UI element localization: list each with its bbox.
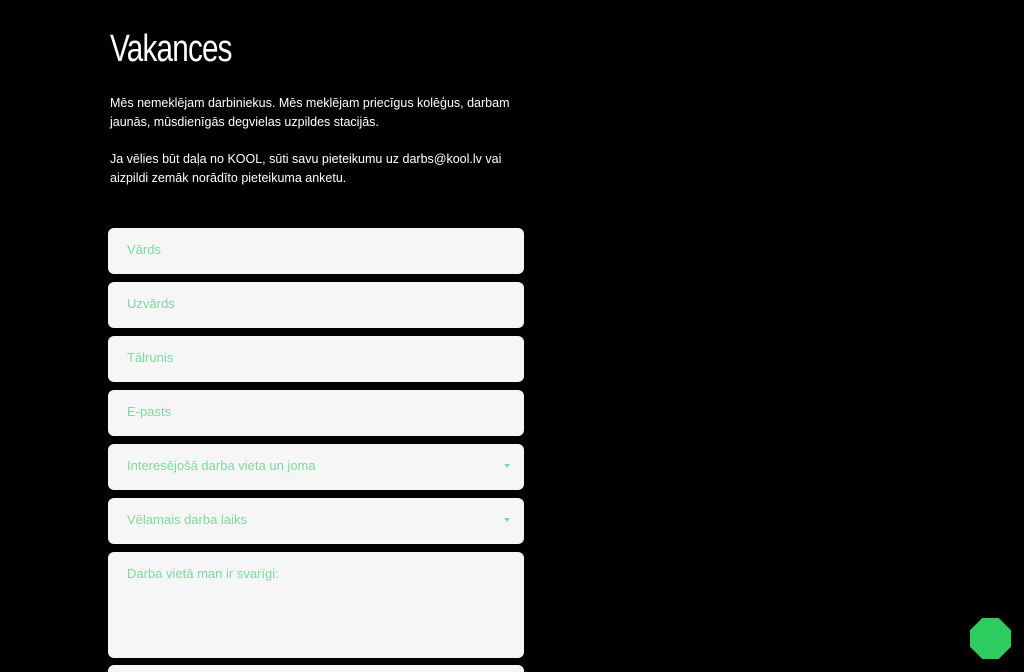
chevron-down-icon — [504, 518, 510, 522]
email-placeholder: E-pasts — [127, 404, 172, 419]
last-name-placeholder: Uzvārds — [127, 296, 175, 311]
next-form-field[interactable] — [108, 665, 524, 672]
page-title: Vakances — [110, 28, 232, 70]
phone-placeholder: Tālrunis — [127, 350, 174, 365]
last-name-field[interactable] — [108, 282, 524, 328]
intro-paragraph-2: Ja vēlies būt daļa no KOOL, sūti savu pieteikumu uz darbs@kool.lv vai aizpildi zemāk norādīto pieteikuma anketu. — [110, 152, 502, 185]
intro-text — [110, 94, 540, 206]
first-name-field[interactable] — [108, 228, 524, 274]
workplace-select-placeholder: Interesējošā darba vieta un joma — [127, 458, 316, 473]
work-time-select-placeholder: Vēlamais darba laiks — [127, 512, 247, 527]
workplace-select[interactable] — [108, 444, 524, 490]
important-textarea-placeholder: Darba vietā man ir svarīgi: — [127, 566, 279, 581]
chevron-down-icon — [504, 464, 510, 468]
chat-icon[interactable] — [970, 618, 1011, 659]
first-name-placeholder: Vārds — [127, 242, 161, 257]
phone-field[interactable] — [108, 336, 524, 382]
email-field[interactable] — [108, 390, 524, 436]
important-textarea[interactable] — [108, 552, 524, 658]
work-time-select[interactable] — [108, 498, 524, 544]
intro-paragraph-1: Mēs nemeklējam darbiniekus. Mēs meklējam priecīgus kolēģus, darbam jaunās, mūsdienīgās degvielas uzpildes stacijās. — [110, 96, 510, 129]
